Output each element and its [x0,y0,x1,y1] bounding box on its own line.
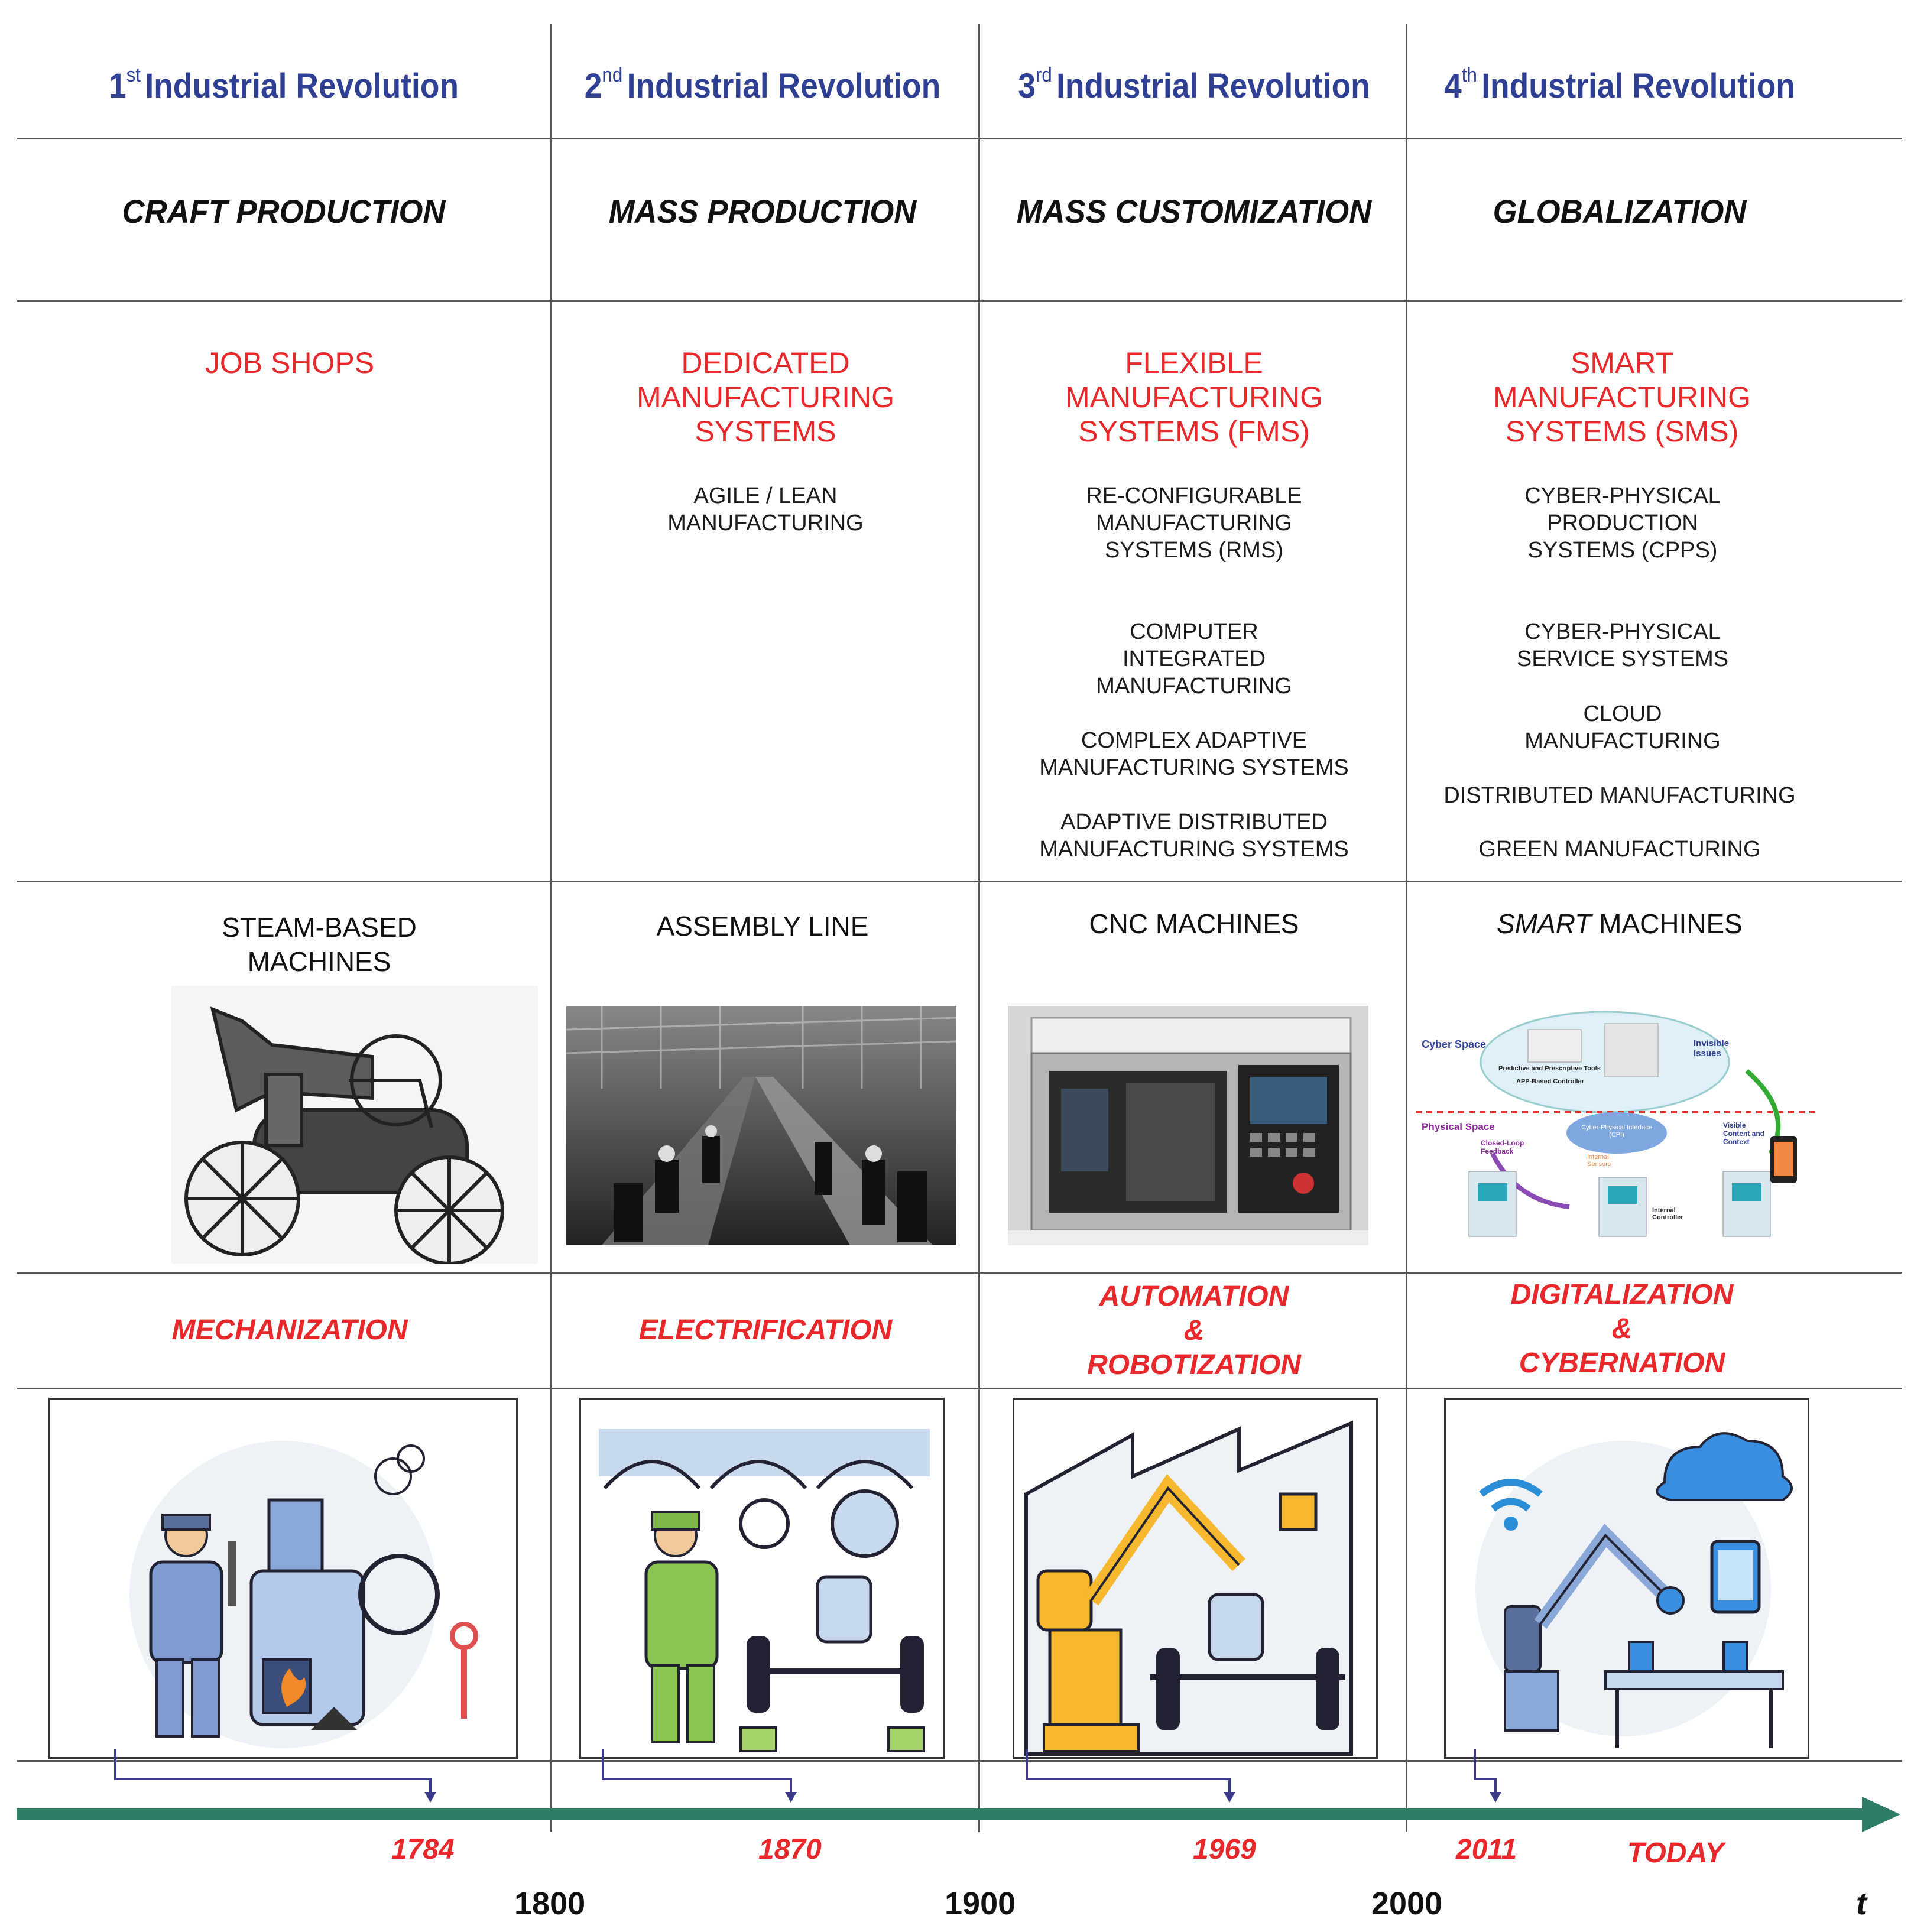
system-line: SYSTEMS (SMS) [1505,415,1739,448]
era-line: AUTOMATION [1099,1281,1289,1312]
system-line: MANUFACTURING [1493,381,1751,414]
cps-label-closed-loop: Closed-Loop Feedback [1481,1139,1524,1155]
revolution-label: Industrial Revolution [145,67,459,105]
cps-label-cpi: Cyber-Physical Interface (CPI) [1581,1124,1652,1138]
cps-label-invisible: Invisible Issues [1694,1038,1730,1058]
system-line: FLEXIBLE [1125,346,1263,379]
system-line: SYSTEMS [695,415,836,448]
sub-item: CYBER-PHYSICAL PRODUCTION SYSTEMS (CPPS) [1524,483,1721,563]
sub-item: GREEN MANUFACTURING [1478,837,1761,862]
system-line: SYSTEMS (FMS) [1078,415,1310,448]
machines-3: CNC MACHINES [1089,908,1299,939]
ordinal-suffix: st [126,64,141,86]
sub-item: CYBER-PHYSICAL SERVICE SYSTEMS [1516,619,1729,671]
paradigm-4: GLOBALIZATION [1493,193,1747,230]
era-line: ELECTRIFICATION [638,1314,893,1346]
paradigm-2: MASS PRODUCTION [608,193,917,230]
sub-item: ADAPTIVE DISTRIBUTED MANUFACTURING SYSTEMS [1039,810,1349,862]
year-2: 1870 [758,1834,822,1865]
today-label: TODAY [1627,1837,1724,1869]
tick-1900: 1900 [945,1886,1016,1921]
ordinal: 1 [108,67,126,105]
sub-item: COMPLEX ADAPTIVE MANUFACTURING SYSTEMS [1039,728,1349,780]
cps-label-visible: Visible Content and Context [1723,1121,1764,1146]
timeline-arrow-head [1862,1797,1900,1832]
ordinal: 2 [584,67,602,105]
sub-item: RE-CONFIGURABLE MANUFACTURING SYSTEMS (RMS) [1086,483,1302,563]
tick-1800: 1800 [514,1886,586,1921]
cps-label-cyber-space: Cyber Space [1422,1038,1487,1050]
era-line: ROBOTIZATION [1087,1349,1301,1381]
era-line: CYBERNATION [1519,1347,1725,1379]
machines-label: MACHINES [1599,908,1743,939]
year-4: 2011 [1456,1834,1517,1865]
sub-item: CLOUD MANUFACTURING [1524,702,1721,754]
tick-2000: 2000 [1371,1886,1443,1921]
cps-label-int-controller: Internal Controller [1652,1207,1683,1221]
ordinal: 3 [1018,67,1036,105]
machines-2: ASSEMBLY LINE [656,911,869,941]
system-line: MANUFACTURING [1065,381,1323,414]
ordinal: 4 [1444,67,1462,105]
cps-label-controller: APP-Based Controller [1516,1078,1584,1085]
year-1: 1784 [391,1834,455,1865]
system-line: JOB SHOPS [205,346,375,379]
paradigm-1: CRAFT PRODUCTION [122,193,446,230]
revolution-label: Industrial Revolution [1481,67,1795,105]
smart-italic: SMART [1497,908,1592,939]
sub-item: COMPUTER INTEGRATED MANUFACTURING [1096,619,1292,699]
ordinal-suffix: th [1461,64,1477,86]
timeline-arrow-shaft [17,1808,1867,1820]
system-line: SMART [1570,346,1674,379]
machines-1: STEAM-BASED MACHINES [222,912,417,977]
ordinal-suffix: nd [602,64,623,86]
cps-label-sensors: Internal Sensors [1587,1154,1611,1168]
era-line: & [1611,1313,1633,1345]
era-line: MECHANIZATION [171,1314,408,1346]
sub-item: AGILE / LEAN MANUFACTURING [667,483,864,535]
era-line: & [1183,1315,1205,1346]
cps-label-physical: Physical Space [1422,1121,1495,1132]
era-line: DIGITALIZATION [1510,1279,1734,1310]
revolution-label: Industrial Revolution [1056,67,1370,105]
paradigm-3: MASS CUSTOMIZATION [1016,193,1372,230]
revolution-label: Industrial Revolution [627,67,941,105]
sub-item: DISTRIBUTED MANUFACTURING [1443,783,1796,808]
cps-label-tools: Predictive and Prescriptive Tools [1498,1065,1601,1072]
ordinal-suffix: rd [1035,64,1052,86]
system-line: DEDICATED [681,346,850,379]
system-line: MANUFACTURING [636,381,895,414]
axis-label-t: t [1856,1886,1867,1921]
year-3: 1969 [1193,1834,1256,1865]
